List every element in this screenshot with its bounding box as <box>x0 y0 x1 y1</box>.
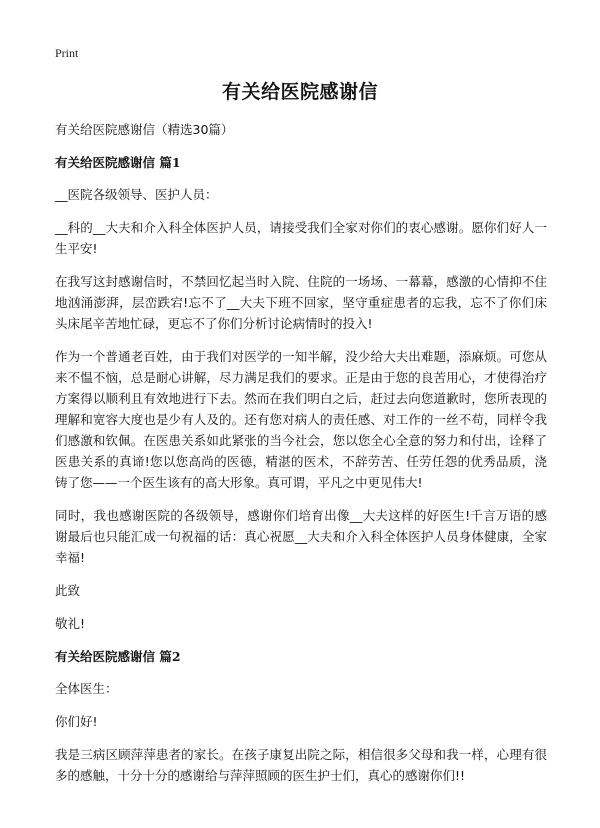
letter-section-2 <box>55 646 547 786</box>
letter-paragraph: 我是三病区顾萍萍患者的家长。在孩子康复出院之际，相信很多父母和我一样，心理有很多的感触，十分十分的感谢给与萍萍照顾的医生护士们，真心的感谢你们!! <box>55 747 547 783</box>
letter-greeting: 全体医生： <box>55 681 118 696</box>
section-heading: 有关给医院感谢信 篇1 <box>55 155 181 170</box>
page-title: 有关给医院感谢信 <box>221 81 378 103</box>
letter-paragraph: 在我写这封感谢信时，不禁回忆起当时入院、住院的一场场、一幕幕，感激的心情抑不住地汹涌澎湃，层峦跌宕!忘不了__大夫下班不回家，坚守重症患者的忘我，忘不了你们床头床尾辛苦地忙碌，更忘不了你们分析讨论病情时的投入! <box>55 274 547 331</box>
letter-hello: 你们好! <box>55 714 98 729</box>
print-link[interactable]: Print <box>55 46 79 60</box>
letter-greeting: __医院各级领导、医护人员： <box>55 187 218 202</box>
letter-closing: 此致 <box>55 583 81 598</box>
letter-section-1 <box>55 152 547 634</box>
letter-paragraph: 作为一个普通老百姓，由于我们对医学的一知半解，没少给大夫出难题，添麻烦。可您从来不愠不恼，总是耐心讲解，尽力满足我们的要求。正是由于您的良苦用心，才使得治疗方案得以顺利且有效地进行下去。然而在我们明白之后，赶过去向您道歉时，您所表现的理解和宽容大度也是少有人及的。还有您对病人的责任感、对工作的一丝不苟，同样令我们感激和钦佩。在医患关系如此紧张的当今社会，您以您全心全意的努力和付出，诠释了医患关系的真谛!您以您高尚的医德，精湛的医术，不辞劳苦、任劳任怨的优秀品质，浇铸了您——一个医生该有的高大形象。真可谓，平凡之中更见伟大! <box>55 349 547 490</box>
letter-paragraph: 同时，我也感谢医院的各级领导，感谢你们培育出像__大夫这样的好医生!千言万语的感谢最后也只能汇成一句祝福的话：真心祝愿__大夫和介入科全体医护人员身体健康，全家幸福! <box>55 508 547 565</box>
letter-paragraph: __科的__大夫和介入科全体医护人员，请接受我们全家对你们的衷心感谢。愿你们好人一生平安! <box>55 220 547 256</box>
document-subtitle: 有关给医院感谢信（精选30篇） <box>55 122 234 137</box>
section-heading: 有关给医院感谢信 篇2 <box>55 649 181 664</box>
letter-salute: 敬礼! <box>55 616 86 631</box>
document-body <box>55 119 547 798</box>
